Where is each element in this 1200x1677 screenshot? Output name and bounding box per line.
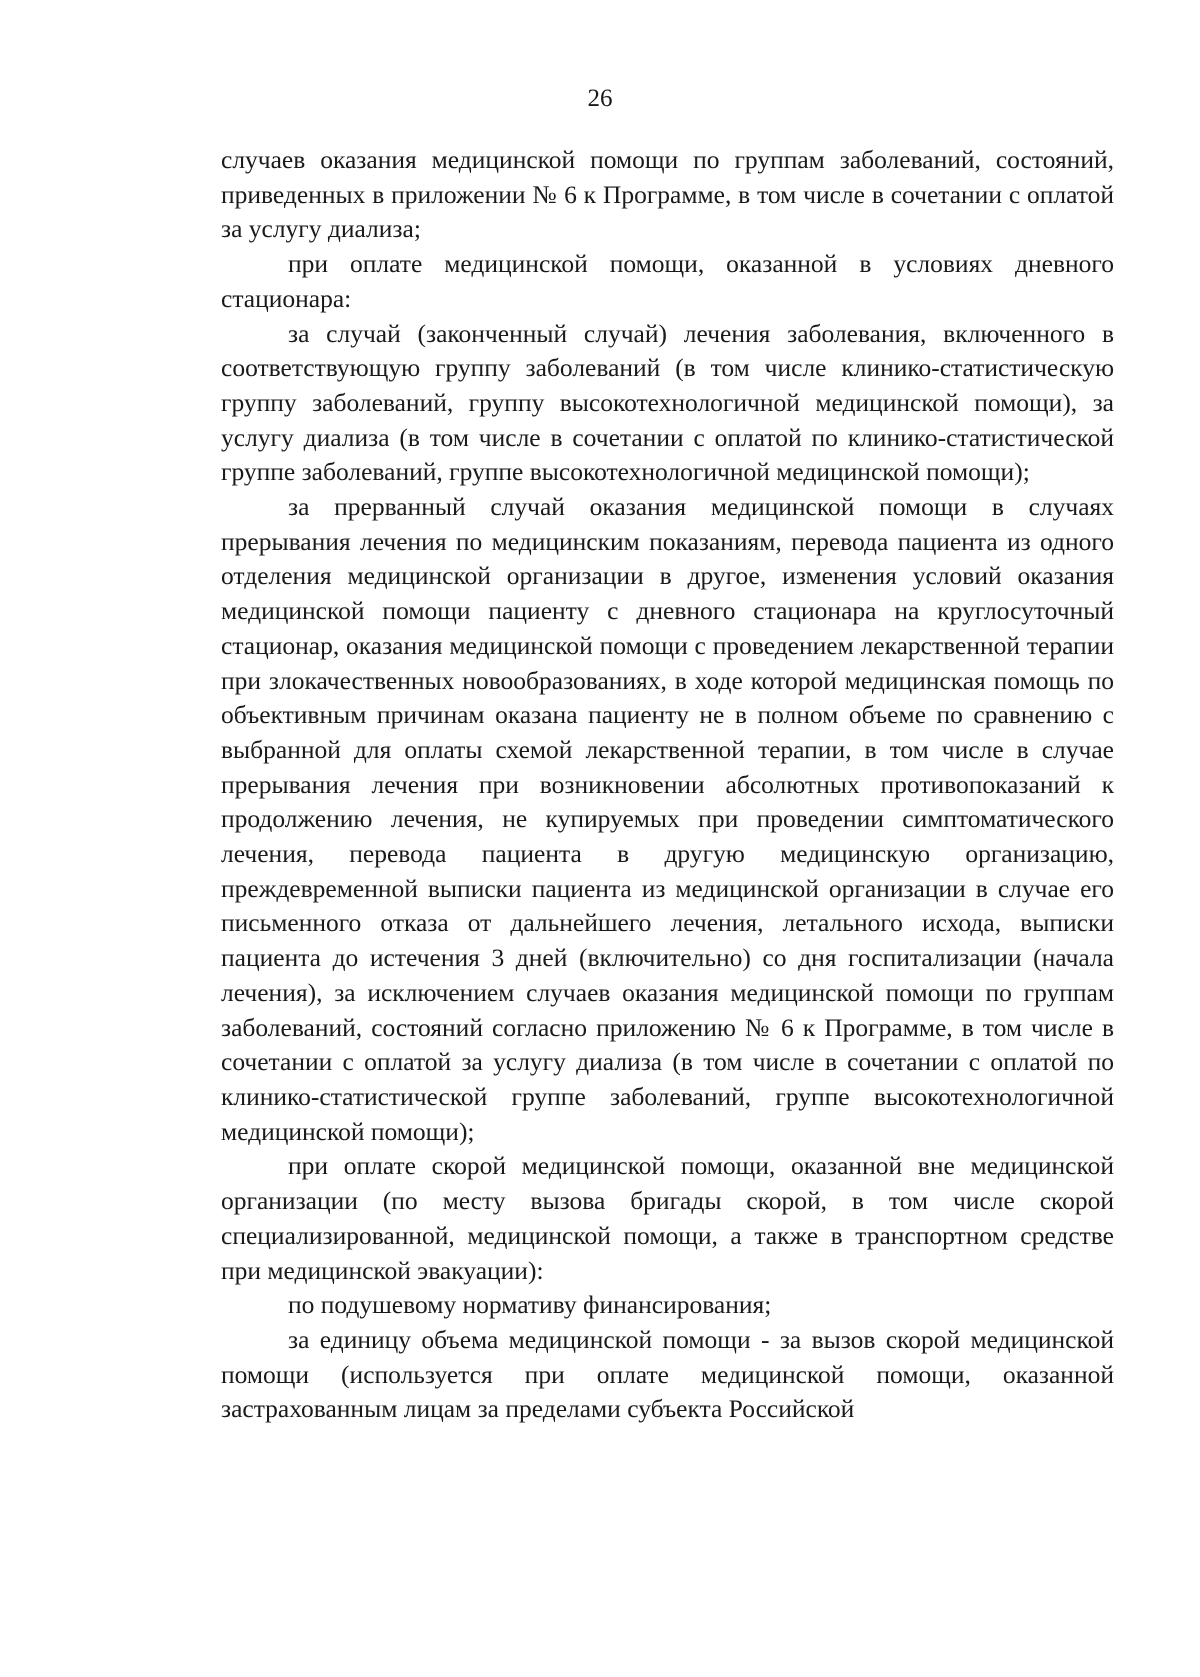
paragraph-unit-of-volume: за единицу объема медицинской помощи - за вызов скорой медицинской помощи (используется при оплате медицинской помощи, оказанной застрахованным лицам за пределами субъекта Российской <box>221 1324 1114 1424</box>
paragraph-completed-case: за случай (законченный случай) лечения заболевания, включенного в соответствующую группу заболеваний (в том числе клинико-статистическую группу заболеваний, группу высокотехнологичной медицинской помощи), за услугу диализа (в том числе в сочетании с оплатой по клинико-статистической группе заболеваний, группе высокотехнологичной медицинской помощи); <box>221 318 1114 487</box>
paragraph-day-hospital-payment: при оплате медицинской помощи, оказанной в условиях дневного стационара: <box>221 249 1114 313</box>
paragraph-per-capita-standard: по подушевому нормативу финансирования; <box>288 1290 772 1320</box>
paragraph-continuation: случаев оказания медицинской помощи по группам заболеваний, состояний, приведенных в приложении № 6 к Программе, в том числе в сочетании с оплатой за услугу диализа; <box>221 145 1114 244</box>
page-number: 26 <box>587 85 613 112</box>
document-body <box>221 143 1114 1427</box>
paragraph-emergency-care-payment: при оплате скорой медицинской помощи, оказанной вне медицинской организации (по месту вызова бригады скорой, в том числе скорой специализированной, медицинской помощи, а также в транспортном средстве при медицинской эвакуации): <box>221 1151 1114 1285</box>
paragraph-interrupted-case: за прерванный случай оказания медицинской помощи в случаях прерывания лечения по медицинским показаниям, перевода пациента из одного отделения медицинской организации в другое, изменения условий оказания медицинской помощи пациенту с дневного стационара на круглосуточный стационар, оказания медицинской помощи с проведением лекарственной терапии при злокачественных новообразованиях, в ходе которой медицинская помощь по объективным причинам оказана пациенту не в полном объеме по сравнению с выбранной для оплаты схемой лекарственной терапии, в том числе в случае прерывания лечения при возникновении абсолютных противопоказаний к продолжению лечения, не купируемых при проведении симптоматического лечения, перевода пациента в другую медицинскую организацию, преждевременной выписки пациента из медицинской организации в случае его письменного отказа от дальнейшего лечения, летального исхода, выписки пациента до истечения 3 дней (включительно) со дня госпитализации (начала лечения), за исключением случаев оказания медицинской помощи по группам заболеваний, состояний согласно приложению № 6 к Программе, в том числе в сочетании с оплатой за услугу диализа (в том числе в сочетании с оплатой по клинико-статистической группе заболеваний, группе высокотехнологичной медицинской помощи); <box>221 492 1114 1146</box>
